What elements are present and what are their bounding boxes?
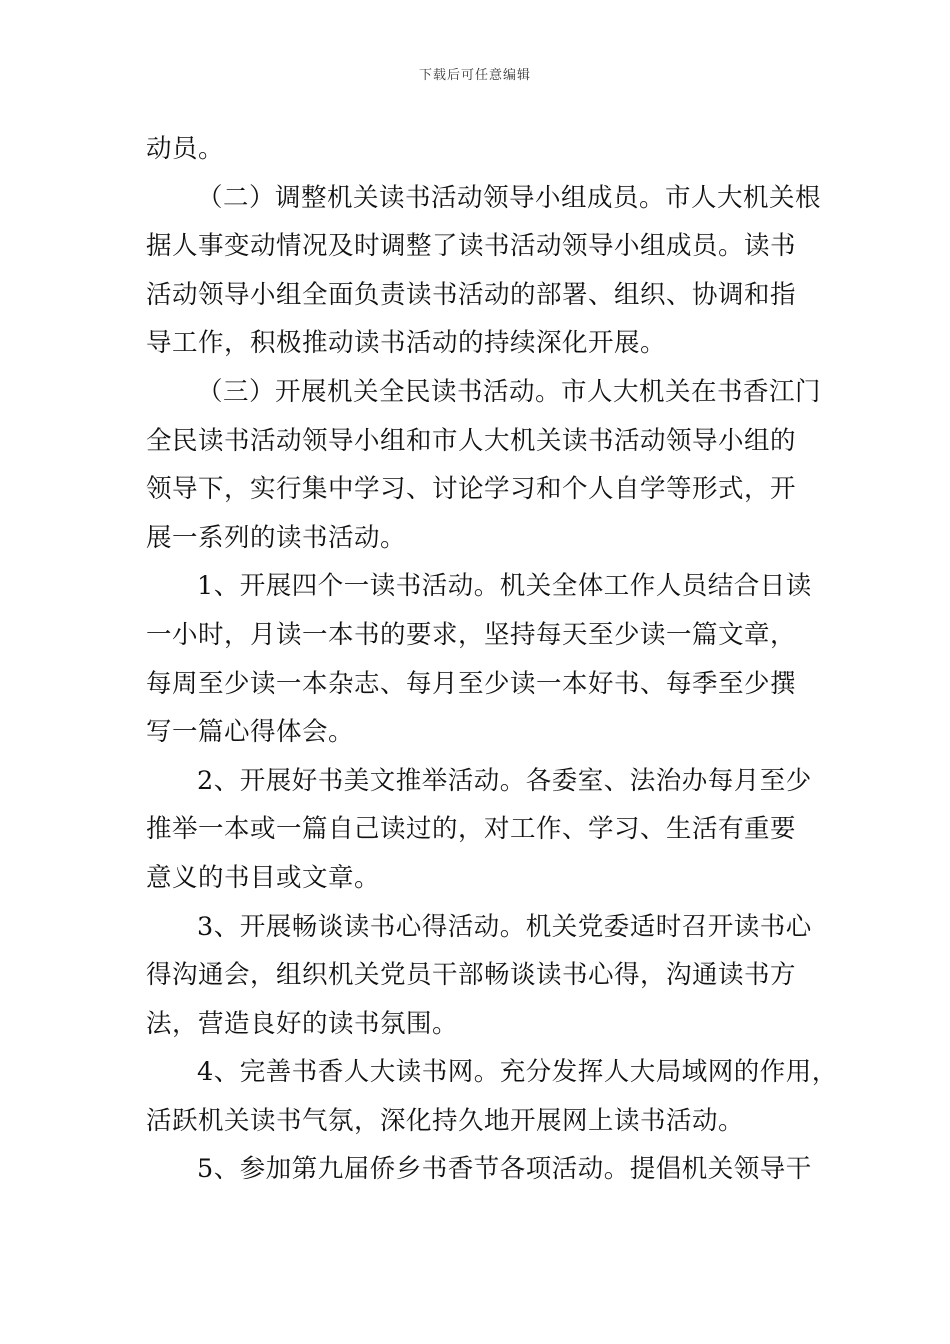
body-text: [146, 125, 838, 1194]
text-line: 推举一本或一篇自己读过的，对工作、学习、生活有重要: [146, 814, 797, 845]
text-line: 展一系列的读书活动。: [146, 522, 407, 553]
text-line: 导工作，积极推动读书活动的持续深化开展。: [146, 328, 667, 359]
paragraph-heading-2: （二）调整机关读书活动领导小组成员。市人大机关根: [197, 182, 822, 213]
list-item-2: 2、开展好书美文推举活动。各委室、法治办每月至少: [197, 765, 812, 796]
text-line: 动员。: [146, 134, 225, 164]
text-line: 得沟通会，组织机关党员干部畅谈读书心得，沟通读书方: [146, 960, 797, 991]
header-note: 下载后可任意编辑: [418, 68, 531, 83]
list-item-5: 5、参加第九届侨乡书香节各项活动。提倡机关领导干: [197, 1154, 812, 1185]
paragraph-heading-3: （三）开展机关全民读书活动。市人大机关在书香江门: [197, 376, 822, 407]
text-line: 领导下，实行集中学习、讨论学习和个人自学等形式，开: [146, 474, 797, 505]
list-item-3: 3、开展畅谈读书心得活动。机关党委适时召开读书心: [197, 911, 812, 942]
text-line: 全民读书活动领导小组和市人大机关读书活动领导小组的: [146, 425, 797, 456]
text-line: 一小时，月读一本书的要求，坚持每天至少读一篇文章，: [146, 619, 797, 650]
text-line: 活跃机关读书气氛，深化持久地开展网上读书活动。: [146, 1105, 745, 1136]
text-line: 意义的书目或文章。: [146, 862, 381, 893]
text-line: 每周至少读一本杂志、每月至少读一本好书、每季至少撰: [146, 668, 797, 699]
list-item-1: 1、开展四个一读书活动。机关全体工作人员结合日读: [197, 571, 812, 602]
text-line: 活动领导小组全面负责读书活动的部署、组织、协调和指: [146, 279, 797, 310]
list-item-4: 4、完善书香人大读书网。充分发挥人大局域网的作用，: [197, 1057, 838, 1088]
text-line: 写一篇心得体会。: [146, 717, 355, 748]
text-line: 法，营造良好的读书氛围。: [146, 1008, 459, 1039]
text-line: 据人事变动情况及时调整了读书活动领导小组成员。读书: [146, 231, 797, 262]
